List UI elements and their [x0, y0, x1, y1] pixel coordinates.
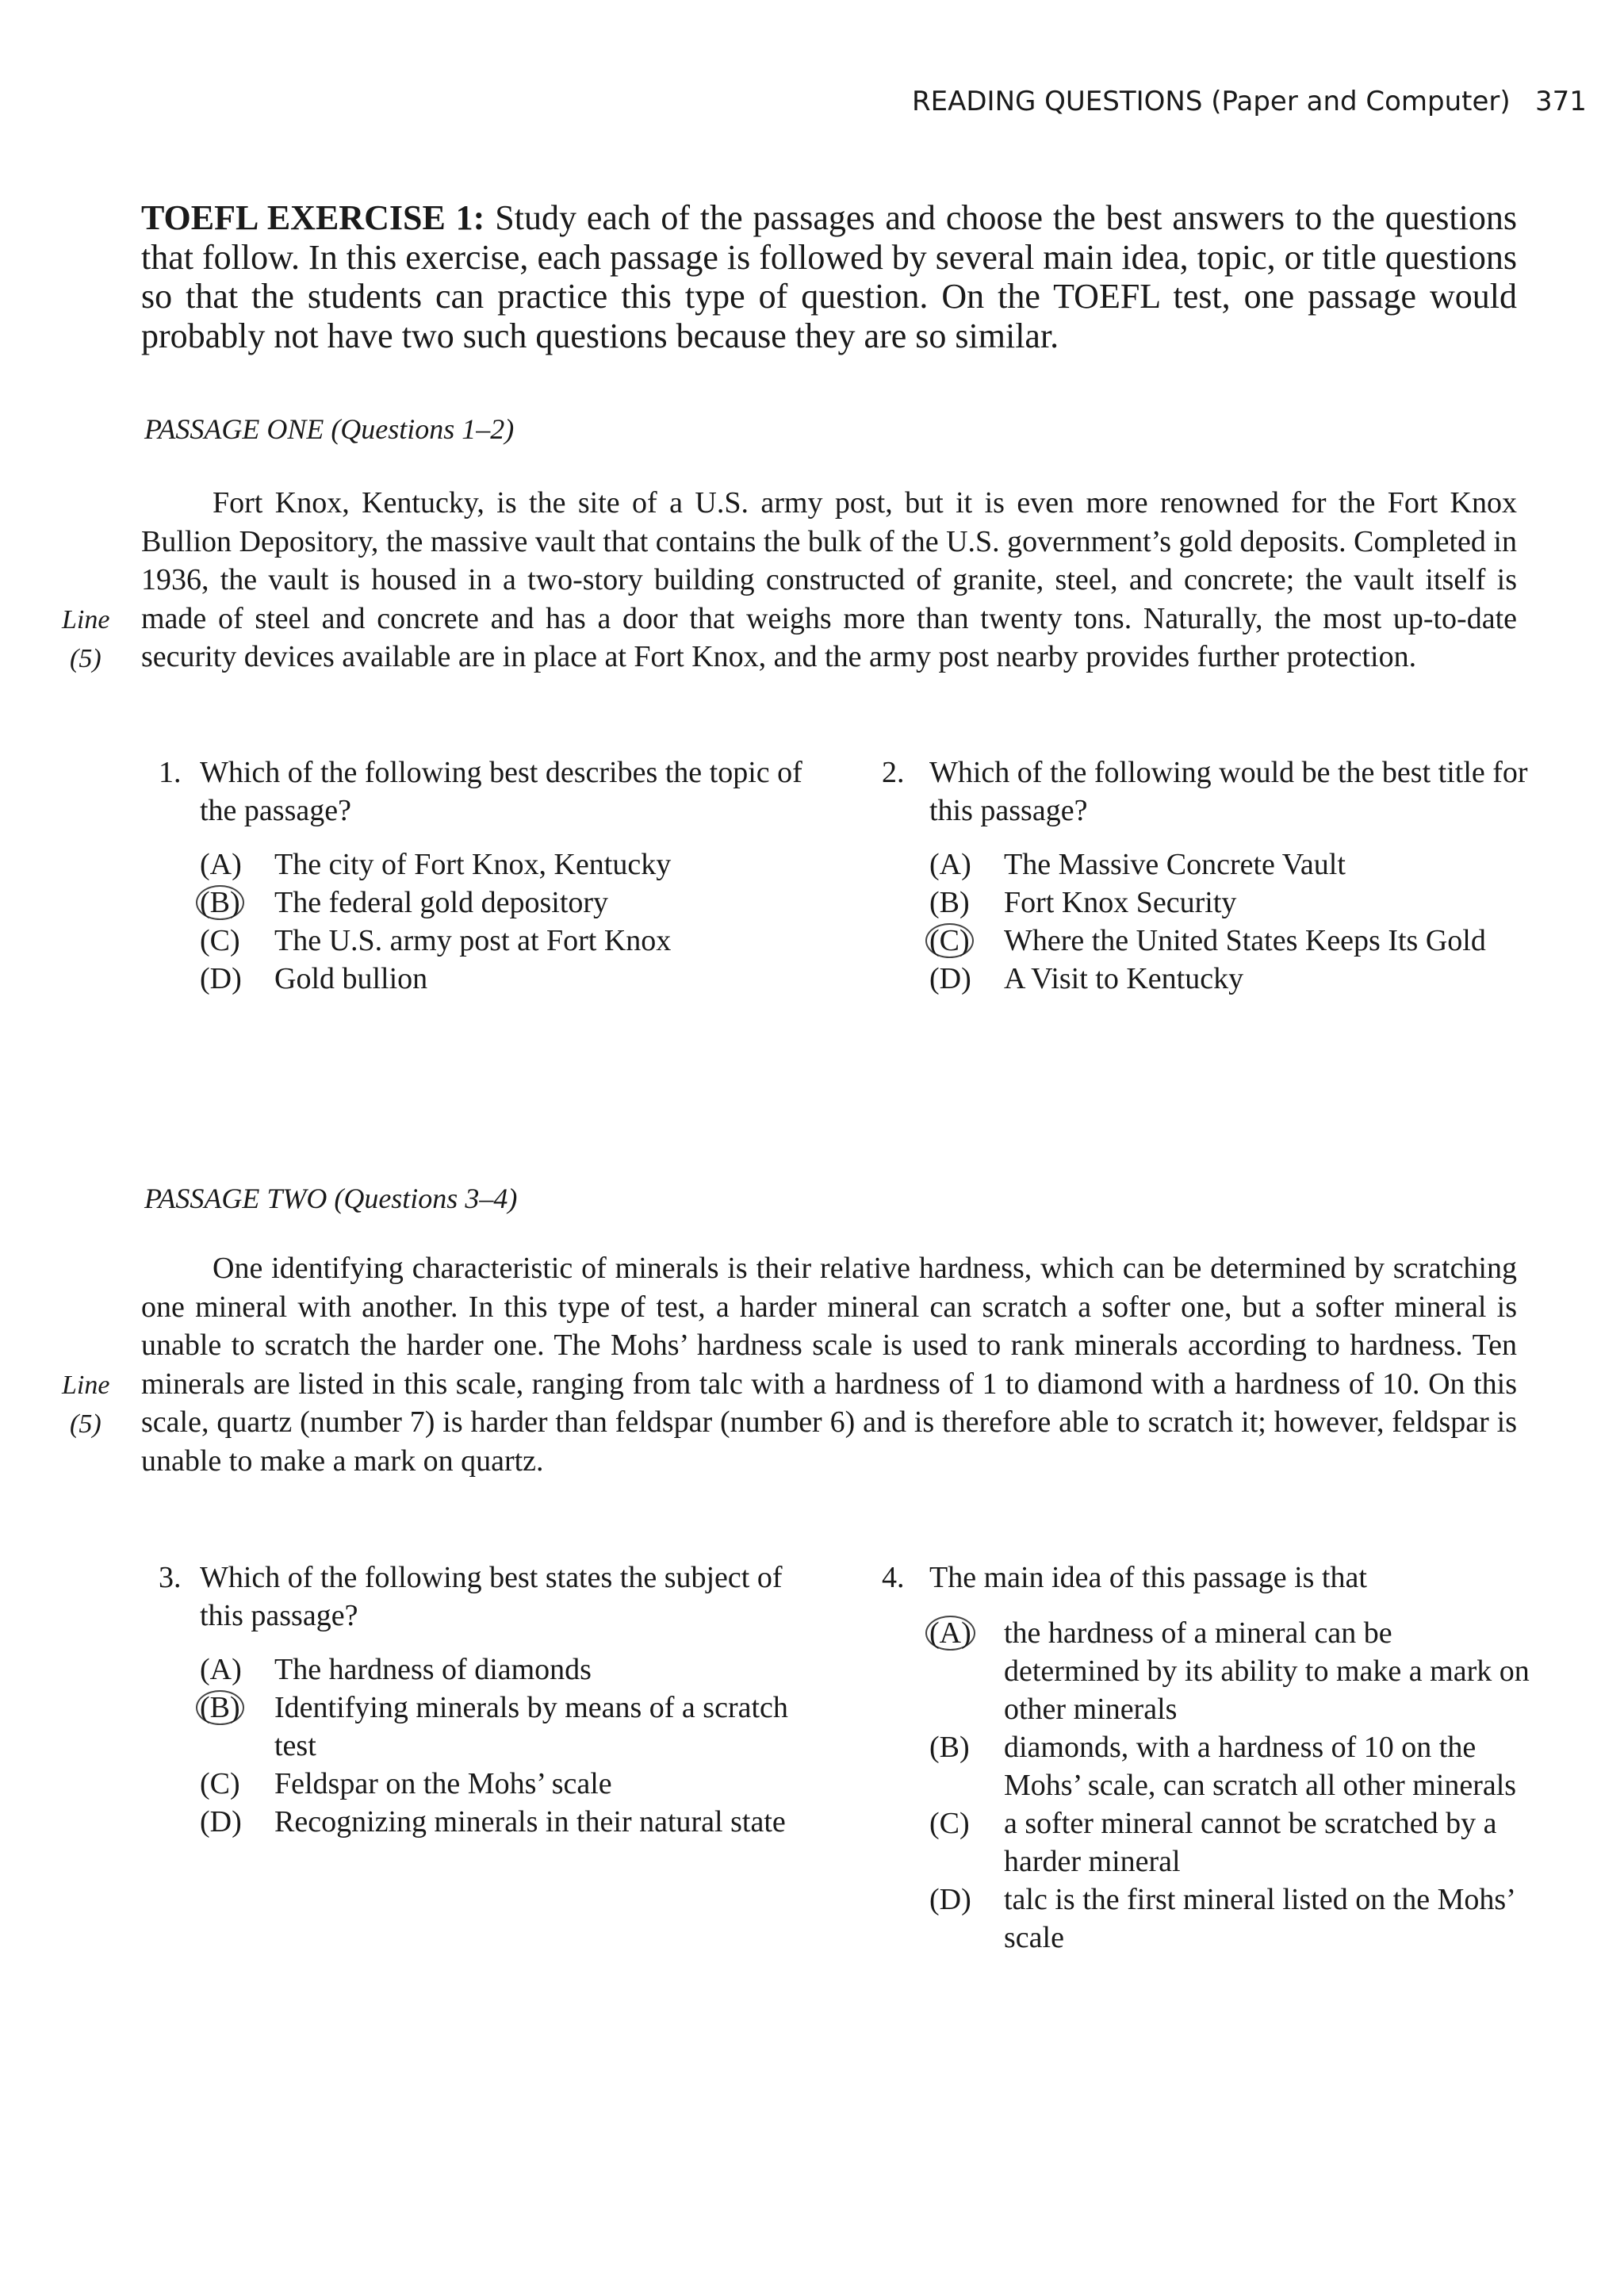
option-text: a softer mineral cannot be scratched by a harder mineral	[1004, 1807, 1497, 1878]
answer-option-c[interactable]	[200, 1765, 793, 1803]
passage-two-text	[141, 1249, 1517, 1480]
option-letter: (D)	[200, 1805, 242, 1838]
circled-answer-mark: (A)	[925, 1616, 975, 1651]
question-number: 1.	[159, 756, 182, 789]
option-letter: (C)	[200, 1767, 240, 1800]
option-text: diamonds, with a hardness of 10 on the Mohs’ scale, can scratch all other minerals	[1004, 1731, 1517, 1802]
question-4	[882, 1559, 1532, 1957]
option-text: The hardness of diamonds	[274, 1653, 592, 1686]
circled-answer-mark: (B)	[196, 885, 244, 920]
answer-option-b[interactable]	[200, 884, 817, 922]
answer-options	[200, 1651, 793, 1841]
exercise-text: Study each of the passages and choose the best answers to the questions that follow. In this exercise, each passage is followed by several main idea, topic, or title questions so that the students can practice this type of question. On the TOEFL test, one passage would probably not have two such questions because they are so similar.	[141, 198, 1517, 355]
answer-option-c[interactable]	[929, 1804, 1532, 1881]
option-letter: (D)	[929, 962, 971, 995]
passage-one-text	[141, 484, 1517, 677]
option-text: talc is the first mineral listed on the Mohs’ scale	[1004, 1883, 1515, 1954]
answer-option-a[interactable]	[929, 1614, 1532, 1728]
option-text: Gold bullion	[274, 962, 428, 995]
question-number: 3.	[159, 1561, 182, 1594]
circled-answer-mark: (B)	[196, 1690, 244, 1725]
option-letter: (A)	[200, 848, 242, 881]
option-text: Recognizing minerals in their natural state	[274, 1805, 786, 1838]
passage-two-line-number: (5)	[70, 1409, 102, 1439]
exercise-instructions	[141, 198, 1517, 355]
option-letter-circled	[929, 922, 974, 960]
option-letter: (C)	[200, 924, 240, 957]
option-text: The federal gold depository	[274, 886, 609, 919]
option-letter-circled	[200, 1689, 244, 1727]
answer-option-b[interactable]	[929, 1728, 1532, 1804]
answer-option-b[interactable]	[929, 884, 1532, 922]
answer-options	[929, 845, 1532, 998]
passage-one-heading: PASSAGE ONE (Questions 1–2)	[144, 413, 515, 445]
exercise-label: TOEFL EXERCISE 1:	[141, 198, 485, 237]
question-stem: Which of the following best states the subject of this passage?	[200, 1561, 783, 1632]
answer-option-c[interactable]	[200, 922, 817, 960]
question-3	[159, 1559, 793, 1841]
answer-option-a[interactable]	[929, 845, 1532, 884]
circled-answer-mark: (C)	[925, 923, 974, 958]
option-text: Where the United States Keeps Its Gold	[1004, 924, 1486, 957]
passage-one-paragraph: Fort Knox, Kentucky, is the site of a U.S. army post, but it is even more renowned for the Fort Knox Bullion Depository, the massive vault that contains the bulk of the U.S. government’s gold deposits. Completed in 1936, the vault is housed in a two-story building constructed of granite, steel, and concrete; the vault itself is made of steel and concrete and has a door that weighs more than twenty tons. Naturally, the most up-to-date security devices available are in place at Fort Knox, and the army post nearby provides further protection.	[141, 486, 1517, 673]
answer-option-d[interactable]	[929, 1881, 1532, 1957]
option-letter: (A)	[929, 848, 971, 881]
answer-option-a[interactable]	[200, 1651, 793, 1689]
option-letter: (D)	[200, 962, 242, 995]
option-text: The Massive Concrete Vault	[1004, 848, 1346, 881]
question-1	[159, 753, 817, 998]
answer-option-d[interactable]	[200, 1803, 793, 1841]
answer-option-b[interactable]	[200, 1689, 793, 1765]
option-letter: (B)	[929, 886, 970, 919]
answer-option-a[interactable]	[200, 845, 817, 884]
option-text: the hardness of a mineral can be determined by its ability to make a mark on other minerals	[1004, 1616, 1530, 1726]
passage-one-line-label: Line	[62, 605, 110, 635]
option-text: Identifying minerals by means of a scratch test	[274, 1691, 788, 1762]
option-text: A Visit to Kentucky	[1004, 962, 1244, 995]
answer-option-d[interactable]	[200, 960, 817, 998]
option-letter: (A)	[200, 1653, 242, 1686]
option-letter: (D)	[929, 1883, 971, 1916]
question-2	[882, 753, 1532, 998]
passage-two-line-label: Line	[62, 1371, 110, 1400]
passage-two-paragraph: One identifying characteristic of minerals is their relative hardness, which can be determined by scratching one mineral with another. In this type of test, a harder mineral can scratch a softer one, but a softer mineral is unable to scratch the harder one. The Mohs’ hardness scale is used to rank minerals according to hardness. Ten minerals are listed in this scale, ranging from talc with a hardness of 1 to diamond with a hardness of 10. On this scale, quartz (number 7) is harder than feldspar (number 6) and is therefore able to scratch it; however, feldspar is unable to make a mark on quartz.	[141, 1252, 1517, 1478]
option-text: The U.S. army post at Fort Knox	[274, 924, 672, 957]
option-letter: (C)	[929, 1807, 970, 1840]
option-text: The city of Fort Knox, Kentucky	[274, 848, 672, 881]
passage-one-line-number: (5)	[70, 644, 102, 673]
option-text: Fort Knox Security	[1004, 886, 1237, 919]
passage-two-heading: PASSAGE TWO (Questions 3–4)	[144, 1183, 518, 1214]
answer-options	[929, 1614, 1532, 1957]
running-header: READING QUESTIONS (Paper and Computer)	[912, 86, 1511, 117]
answer-option-c[interactable]	[929, 922, 1532, 960]
option-letter: (B)	[929, 1731, 970, 1764]
answer-options	[200, 845, 817, 998]
option-letter-circled	[929, 1614, 975, 1652]
question-number: 2.	[882, 756, 905, 789]
page-number: 371	[1535, 86, 1587, 117]
question-stem: The main idea of this passage is that	[929, 1561, 1367, 1594]
option-text: Feldspar on the Mohs’ scale	[274, 1767, 612, 1800]
question-number: 4.	[882, 1561, 905, 1594]
option-letter-circled	[200, 884, 244, 922]
question-stem: Which of the following best describes the topic of the passage?	[200, 756, 802, 827]
question-stem: Which of the following would be the best title for this passage?	[929, 756, 1528, 827]
answer-option-d[interactable]	[929, 960, 1532, 998]
